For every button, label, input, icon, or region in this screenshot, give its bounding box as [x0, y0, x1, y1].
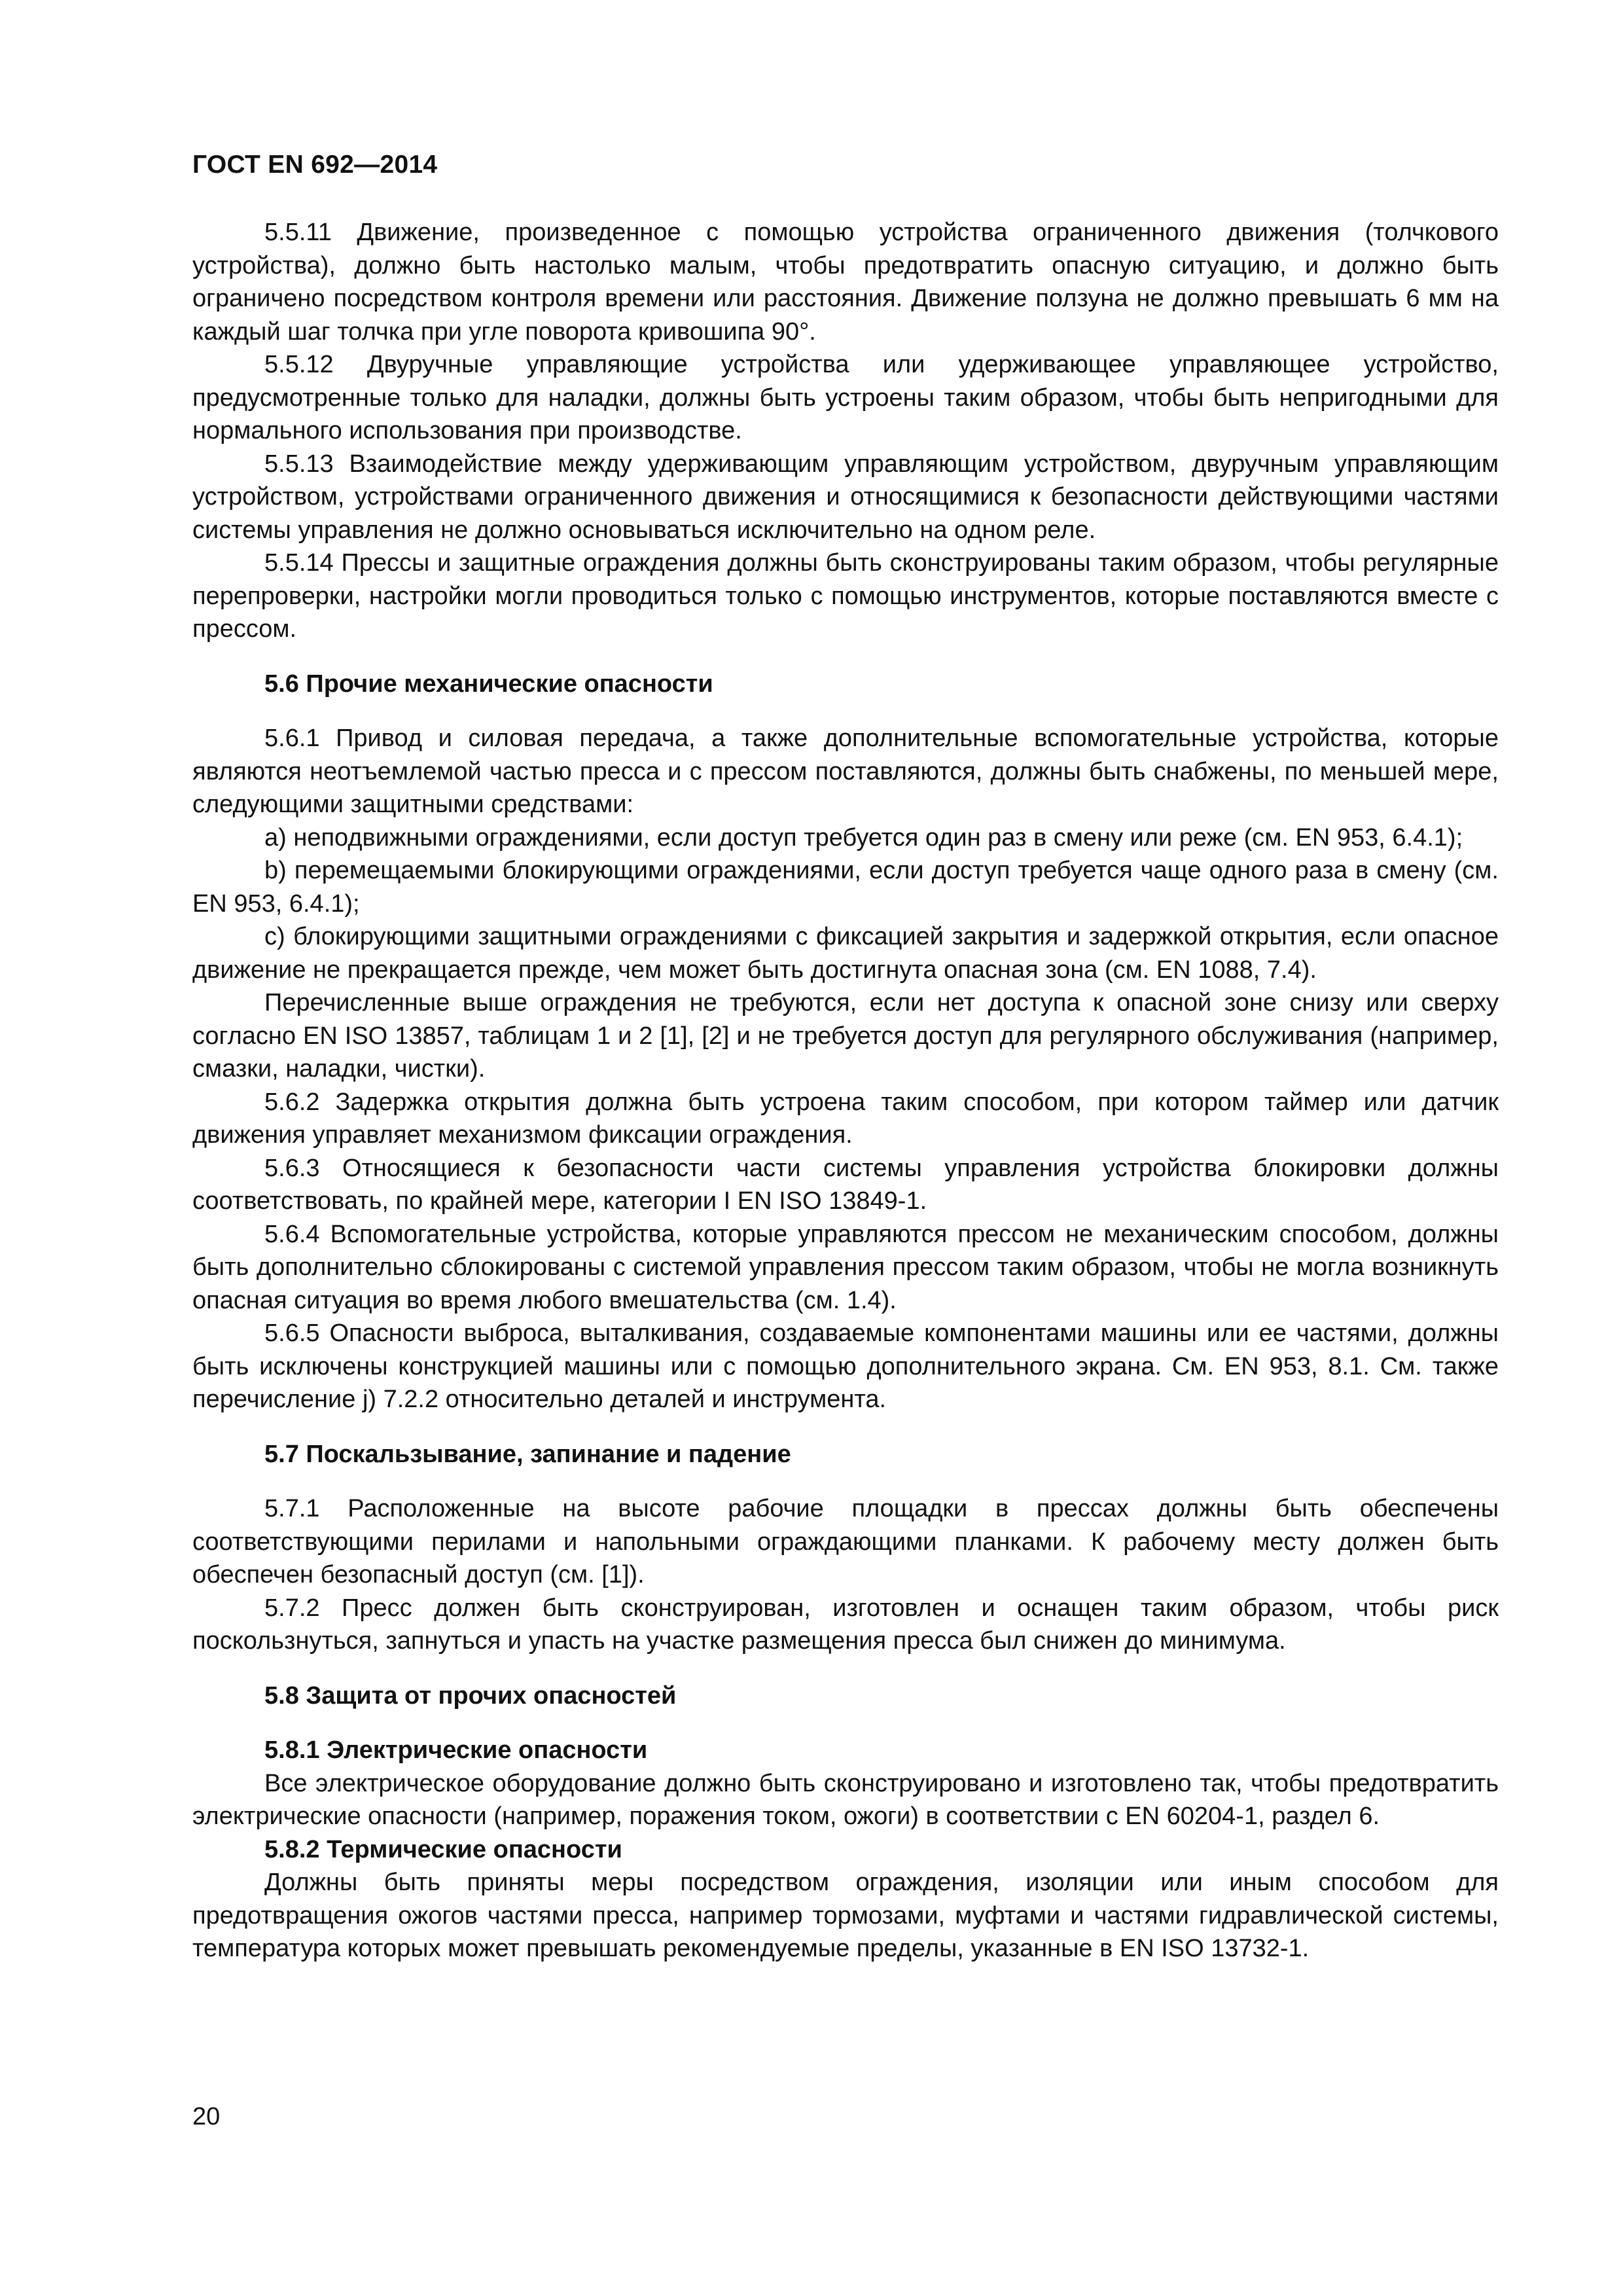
paragraph-5-6-3: 5.6.3 Относящиеся к безопасности части системы управления устройства блокировки должны соответствовать, по крайней мере, категории I EN ISO 13849-1.	[192, 1154, 1499, 1215]
paragraph-electrical-hazards: Все электрическое оборудование должно быть сконструировано и изготовлено так, чтобы предотвратить электрические опасности (например, поражения током, ожоги) в соответствии с EN 60204-1, раздел 6.	[192, 1769, 1499, 1830]
paragraph-5-6-2: 5.6.2 Задержка открытия должна быть устроена таким способом, при котором таймер или датчик движения управляет механизмом фиксации ограждения.	[192, 1088, 1499, 1149]
section-heading-5-7: 5.7 Поскальзывание, запинание и падение	[264, 1440, 791, 1468]
list-item-c: c) блокирующими защитными ограждениями с фиксацией закрытия и задержкой открытия, если опасное движение не прекращается прежде, чем может быть достигнута опасная зона (см. EN 1088, 7.4).	[192, 923, 1499, 984]
paragraph-5-6-1: 5.6.1 Привод и силовая передача, а также дополнительные вспомогательные устройства, которые являются неотъемлемой частью пресса и с прессом поставляются, должны быть снабжены, по меньшей мере, следующими защитными средствами:	[192, 725, 1499, 818]
list-item-a: a) неподвижными ограждениями, если доступ требуется один раз в смену или реже (см. EN 953, 6.4.1);	[264, 823, 1463, 852]
section-heading-5-6: 5.6 Прочие механические опасности	[264, 670, 713, 698]
document-page	[192, 149, 1499, 1965]
section-heading-5-8: 5.8 Защита от прочих опасностей	[264, 1681, 677, 1710]
paragraph-5-6-4: 5.6.4 Вспомогательные устройства, которые управляются прессом не механическим способом, должны быть дополнительно сблокированы с системой управления прессом таким образом, чтобы не могла возникнуть опасная ситуация во время любого вмешательства (см. 1.4).	[192, 1220, 1499, 1314]
subsection-heading-5-8-1: 5.8.1 Электрические опасности	[264, 1736, 648, 1764]
paragraph-5-5-12: 5.5.12 Двуручные управляющие устройства или удерживающее управляющее устройство, предусмотренные только для наладки, должны быть устроены таким образом, чтобы быть непригодными для нормального использования при производстве.	[192, 351, 1499, 444]
paragraph-thermal-hazards: Должны быть приняты меры посредством ограждения, изоляции или иным способом для предотвращения ожогов частями пресса, например тормозами, муфтами и частями гидравлической системы, температура которых может превышать рекомендуемые пределы, указанные в EN ISO 13732-1.	[192, 1869, 1499, 1962]
page-number: 20	[192, 2103, 221, 2130]
subsection-heading-5-8-2: 5.8.2 Термические опасности	[264, 1835, 622, 1863]
list-item-b: b) перемещаемыми блокирующими ограждениями, если доступ требуется чаще одного раза в смену (см. EN 953, 6.4.1);	[192, 857, 1499, 918]
document-code-header: ГОСТ EN 692—2014	[192, 151, 438, 179]
paragraph-5-6-5: 5.6.5 Опасности выброса, выталкивания, создаваемые компонентами машины или ее частями, должны быть исключены конструкцией машины или с помощью дополнительного экрана. См. EN 953, 8.1. См. также перечисление j) 7.2.2 относительно деталей и инструмента.	[192, 1319, 1499, 1413]
paragraph-5-7-1: 5.7.1 Расположенные на высоте рабочие площадки в прессах должны быть обеспечены соответствующими перилами и напольными ограждающими планками. К рабочему месту должен быть обеспечен безопасный доступ (см. [1]).	[192, 1495, 1499, 1588]
paragraph-guards-note: Перечисленные выше ограждения не требуются, если нет доступа к опасной зоне снизу или сверху согласно EN ISO 13857, таблицам 1 и 2 [1], [2] и не требуется доступ для регулярного обслуживания (например, смазки, наладки, чистки).	[192, 989, 1499, 1083]
paragraph-5-7-2: 5.7.2 Пресс должен быть сконструирован, изготовлен и оснащен таким образом, чтобы риск поскользнуться, запнуться и упасть на участке размещения пресса был снижен до минимума.	[192, 1594, 1499, 1655]
paragraph-5-5-11: 5.5.11 Движение, произведенное с помощью устройства ограниченного движения (толчкового устройства), должно быть настолько малым, чтобы предотвратить опасную ситуацию, и должно быть ограничено посредством контроля времени или расстояния. Движение ползуна не должно превышать 6 мм на каждый шаг толчка при угле поворота кривошипа 90°.	[192, 219, 1499, 346]
paragraph-5-5-13: 5.5.13 Взаимодействие между удерживающим управляющим устройством, двуручным управляющим устройством, устройствами ограниченного движения и относящимися к безопасности действующими частями системы управления не должно основываться исключительно на одном реле.	[192, 450, 1499, 544]
paragraph-5-5-14: 5.5.14 Прессы и защитные ограждения должны быть сконструированы таким образом, чтобы регулярные перепроверки, настройки могли проводиться только с помощью инструментов, которые поставляются вместе с прессом.	[192, 549, 1499, 643]
